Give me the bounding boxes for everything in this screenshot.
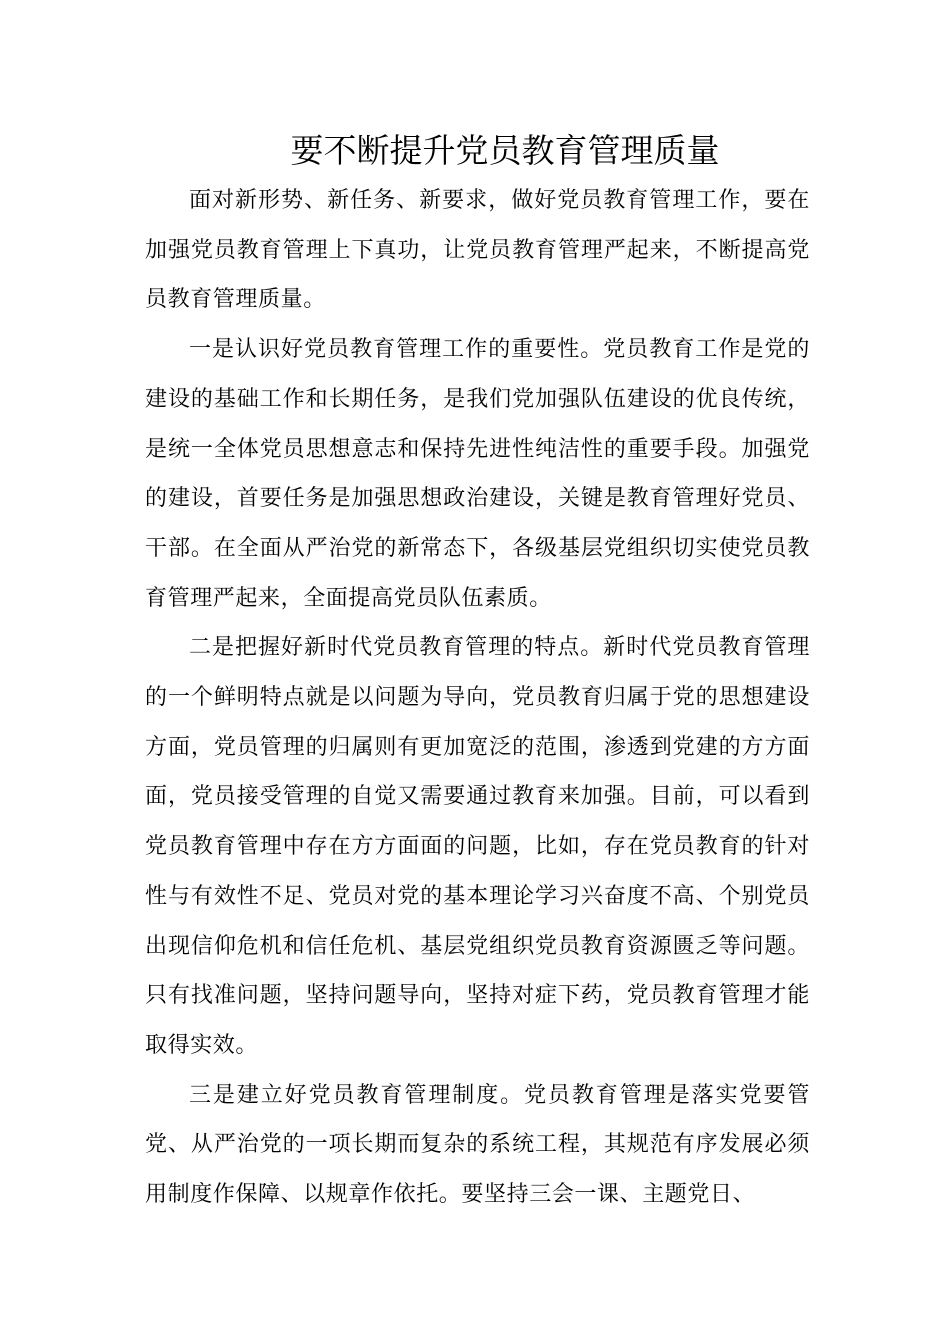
paragraph-point-one: 一是认识好党员教育管理工作的重要性。党员教育工作是党的建设的基础工作和长期任务，是我们党加强队伍建设的优良传统，是统一全体党员思想意志和保持先进性纯洁性的重要手段。加强党的建设，首要任务是加强思想政治建设，关键是教育管理好党员、干部。在全面从严治党的新常态下，各级基层党组织切实使党员教育管理严起来，全面提高党员队伍素质。 [145, 337, 810, 611]
paragraph-intro: 面对新形势、新任务、新要求，做好党员教育管理工作，要在加强党员教育管理上下真功，让党员教育管理严起来，不断提高党员教育管理质量。 [145, 188, 810, 313]
paragraph-point-two: 二是把握好新时代党员教育管理的特点。新时代党员教育管理的一个鲜明特点就是以问题为导向，党员教育归属于党的思想建设方面，党员管理的归属则有更加宽泛的范围，渗透到党建的方方面面，党员接受管理的自觉又需要通过教育来加强。目前，可以看到党员教育管理中存在方方面面的问题，比如，存在党员教育的针对性与有效性不足、党员对党的基本理论学习兴奋度不高、个别党员出现信仰危机和信任危机、基层党组织党员教育资源匮乏等问题。只有找准问题，坚持问题导向，坚持对症下药，党员教育管理才能取得实效。 [145, 635, 810, 1058]
document-title: 要不断提升党员教育管理质量 [290, 131, 720, 170]
paragraph-point-three: 三是建立好党员教育管理制度。党员教育管理是落实党要管党、从严治党的一项长期而复杂的系统工程，其规范有序发展必须用制度作保障、以规章作依托。要坚持三会一课、主题党日、 [145, 1082, 810, 1208]
document-body [145, 176, 810, 1220]
